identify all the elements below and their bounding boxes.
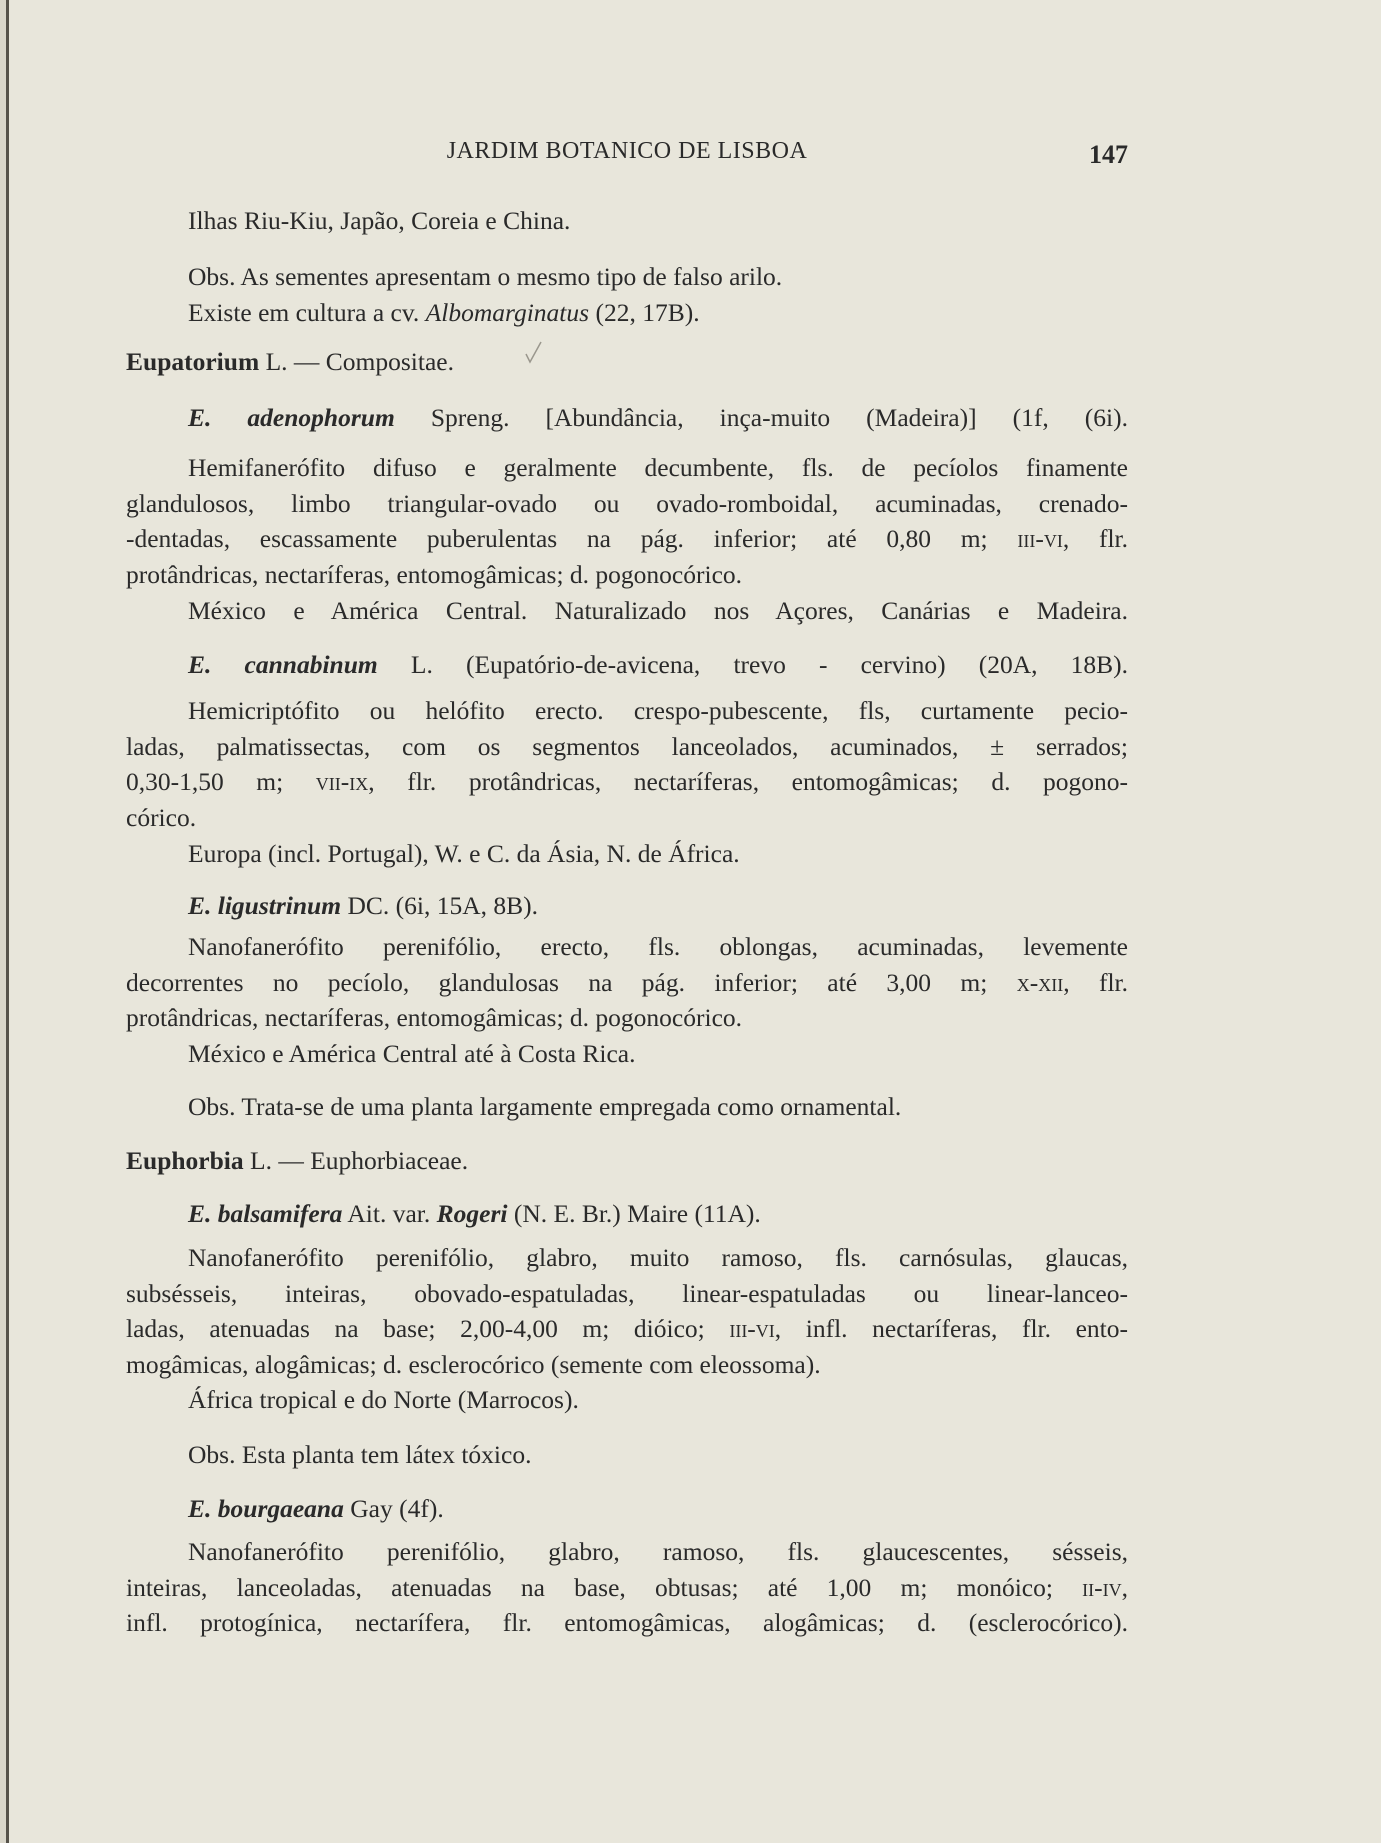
month-range: x-xii: [1016, 967, 1064, 997]
distribution-paragraph: [126, 836, 1128, 872]
text-span: Ait. var.: [342, 1199, 437, 1228]
text-line: [126, 450, 1128, 486]
text-span: Obs. Esta planta tem látex tóxico.: [188, 1440, 532, 1469]
genus-heading: [126, 1143, 1128, 1179]
distribution-paragraph: [126, 1036, 1128, 1072]
text-span: Hemicriptófito ou helófito erecto. crespo-pubescente, fls, curtamente pecio-: [188, 696, 1128, 725]
text-line: [126, 593, 1128, 629]
text-span: Ilhas Riu-Kiu, Japão, Coreia e China.: [188, 206, 571, 235]
text-span: Nanofanerófito perenifólio, erecto, fls. oblongas, acuminadas, levemente: [188, 932, 1128, 961]
text-span: 0,30-1,50 m;: [126, 767, 316, 796]
species-name: E. ligustrinum: [188, 891, 342, 920]
text-line: [126, 888, 1128, 924]
text-line: [126, 1311, 1128, 1347]
running-title: JARDIM BOTANICO DE LISBOA: [446, 138, 808, 164]
text-line: [126, 729, 1128, 765]
text-line: [126, 1000, 1128, 1036]
text-line: [126, 1491, 1128, 1527]
text-line: [126, 1534, 1128, 1570]
text-line: [126, 1437, 1128, 1473]
description-paragraph: [126, 929, 1128, 1036]
genus-name: Eupatorium: [126, 347, 260, 376]
text-line: [126, 836, 1128, 872]
text-span: Europa (incl. Portugal), W. e C. da Ásia, N. de África.: [188, 839, 740, 868]
month-range: iii-vi: [1017, 524, 1063, 553]
text-span: córico.: [126, 802, 197, 832]
species-heading: [126, 1196, 1128, 1232]
text-span: Hemifanerófito difuso e geralmente decumbente, fls. de pecíolos finamente: [188, 453, 1128, 482]
text-line: [126, 693, 1128, 729]
text-line: [126, 400, 1128, 436]
text-span: protândricas, nectaríferas, entomogâmicas; d. pogonocórico.: [126, 1003, 743, 1032]
text-span: , infl. nectaríferas, flr. ento-: [774, 1314, 1128, 1343]
species-heading: [126, 1491, 1128, 1527]
species-name: E. bourgaeana: [188, 1494, 344, 1523]
text-span: mogâmicas, alogâmicas; d. esclerocórico (semente com eleossoma).: [126, 1349, 821, 1379]
species-name: Rogeri: [436, 1199, 508, 1228]
text-line: [126, 521, 1128, 557]
observation-paragraph: [126, 1437, 1128, 1473]
text-span: , flr.: [1062, 524, 1128, 553]
text-span: Nanofanerófito perenifólio, glabro, ramoso, fls. glaucescentes, sésseis,: [188, 1537, 1128, 1566]
text-span: (N. E. Br.) Maire (11A).: [507, 1199, 761, 1228]
text-span: , flr. protândricas, nectaríferas, entomogâmicas; d. pogono-: [368, 767, 1128, 796]
text-span: Nanofanerófito perenifólio, glabro, muito ramoso, fls. carnósulas, glaucas,: [188, 1243, 1128, 1272]
text-line: [126, 1570, 1128, 1606]
text-line: [126, 929, 1128, 965]
text-line: [126, 259, 1128, 295]
text-span: glandulosos, limbo triangular-ovado ou ovado-romboidal, acuminadas, crenado-: [126, 488, 1128, 518]
text-line: [126, 1382, 1128, 1418]
text-line: [126, 1036, 1128, 1072]
text-span: L. — Compositae.: [259, 347, 454, 376]
text-span: ladas, atenuadas na base; 2,00-4,00 m; dióico;: [126, 1314, 730, 1343]
page-edge-line: [6, 0, 9, 1843]
text-span: -dentadas, escassamente puberulentas na pág. inferior; até 0,80 m;: [126, 524, 1018, 553]
text-line: [126, 1240, 1128, 1276]
text-line: [126, 764, 1128, 800]
text-span: protândricas, nectaríferas, entomogâmicas; d. pogonocórico.: [126, 559, 743, 589]
text-line: [126, 1605, 1128, 1641]
text-line: [126, 1276, 1128, 1312]
text-span: inteiras, lanceoladas, atenuadas na base, obtusas; até 1,00 m; monóico;: [126, 1572, 1083, 1602]
text-span: subsésseis, inteiras, obovado-espatuladas, linear-espatuladas ou linear-lanceo-: [126, 1278, 1128, 1308]
text-span: , flr.: [1063, 967, 1128, 997]
text-span: (22, 17B).: [589, 297, 700, 327]
distribution-paragraph: [126, 1382, 1128, 1418]
distribution-paragraph: [126, 203, 1128, 239]
month-range: iii-vi: [729, 1314, 775, 1343]
text-line: [126, 203, 1128, 239]
species-heading: [126, 888, 1128, 924]
text-span: Spreng. [Abundância, inça-muito (Madeira)] (1f, (6i).: [394, 403, 1128, 432]
observation-paragraph: [126, 1089, 1128, 1125]
distribution-paragraph: [126, 593, 1128, 629]
text-span: Obs. As sementes apresentam o mesmo tipo de falso arilo.: [188, 262, 783, 291]
text-span: L. — Euphorbiaceae.: [243, 1146, 469, 1175]
species-heading: [126, 400, 1128, 436]
text-line: [126, 1089, 1128, 1125]
text-span: México e América Central. Naturalizado nos Açores, Canárias e Madeira.: [188, 596, 1128, 625]
description-paragraph: [126, 450, 1128, 592]
species-heading: [126, 647, 1128, 683]
species-name: E. cannabinum: [188, 650, 378, 679]
text-span: Gay (4f).: [343, 1494, 444, 1523]
text-span: decorrentes no pecíolo, glandulosas na pág. inferior; até 3,00 m;: [126, 967, 1017, 997]
genus-name: Euphorbia: [126, 1146, 244, 1175]
text-span: DC. (6i, 15A, 8B).: [341, 891, 538, 920]
month-range: vii-ix: [315, 767, 369, 796]
pencil-check-mark-icon: [524, 340, 544, 366]
description-paragraph: [126, 693, 1128, 835]
text-span: Existe em cultura a cv.: [188, 297, 426, 327]
description-paragraph: [126, 1534, 1128, 1641]
text-span: L. (Eupatório-de-avicena, trevo - cervino) (20A, 18B).: [377, 650, 1129, 679]
text-span: infl. protogínica, nectarífera, flr. entomogâmicas, alogâmicas; d. (esclerocórico).: [126, 1608, 1128, 1637]
text-line: [126, 344, 1128, 380]
species-name: E. balsamifera: [188, 1199, 343, 1228]
genus-heading: [126, 344, 1128, 380]
text-line: [126, 295, 1128, 331]
text-line: [126, 486, 1128, 522]
text-line: [126, 800, 1128, 836]
text-line: [126, 1143, 1128, 1179]
text-line: [126, 557, 1128, 593]
text-line: [126, 1196, 1128, 1232]
description-paragraph: [126, 1240, 1128, 1382]
page-number: 147: [1089, 140, 1128, 169]
text-line: [126, 647, 1128, 683]
text-span: ladas, palmatissectas, com os segmentos lanceolados, acuminados, ± serrados;: [126, 731, 1128, 761]
month-range: ii-iv: [1082, 1572, 1122, 1602]
text-line: [126, 965, 1128, 1001]
cultivar-name: Albomarginatus: [425, 297, 590, 327]
text-span: Obs. Trata-se de uma planta largamente empregada como ornamental.: [188, 1092, 902, 1121]
observation-paragraph: [126, 259, 1128, 330]
text-span: ,: [1121, 1572, 1128, 1602]
species-name: E. adenophorum: [188, 403, 395, 432]
text-line: [126, 1347, 1128, 1383]
running-header: [126, 138, 1128, 174]
text-span: México e América Central até à Costa Rica.: [188, 1039, 636, 1068]
text-span: África tropical e do Norte (Marrocos).: [188, 1385, 579, 1414]
